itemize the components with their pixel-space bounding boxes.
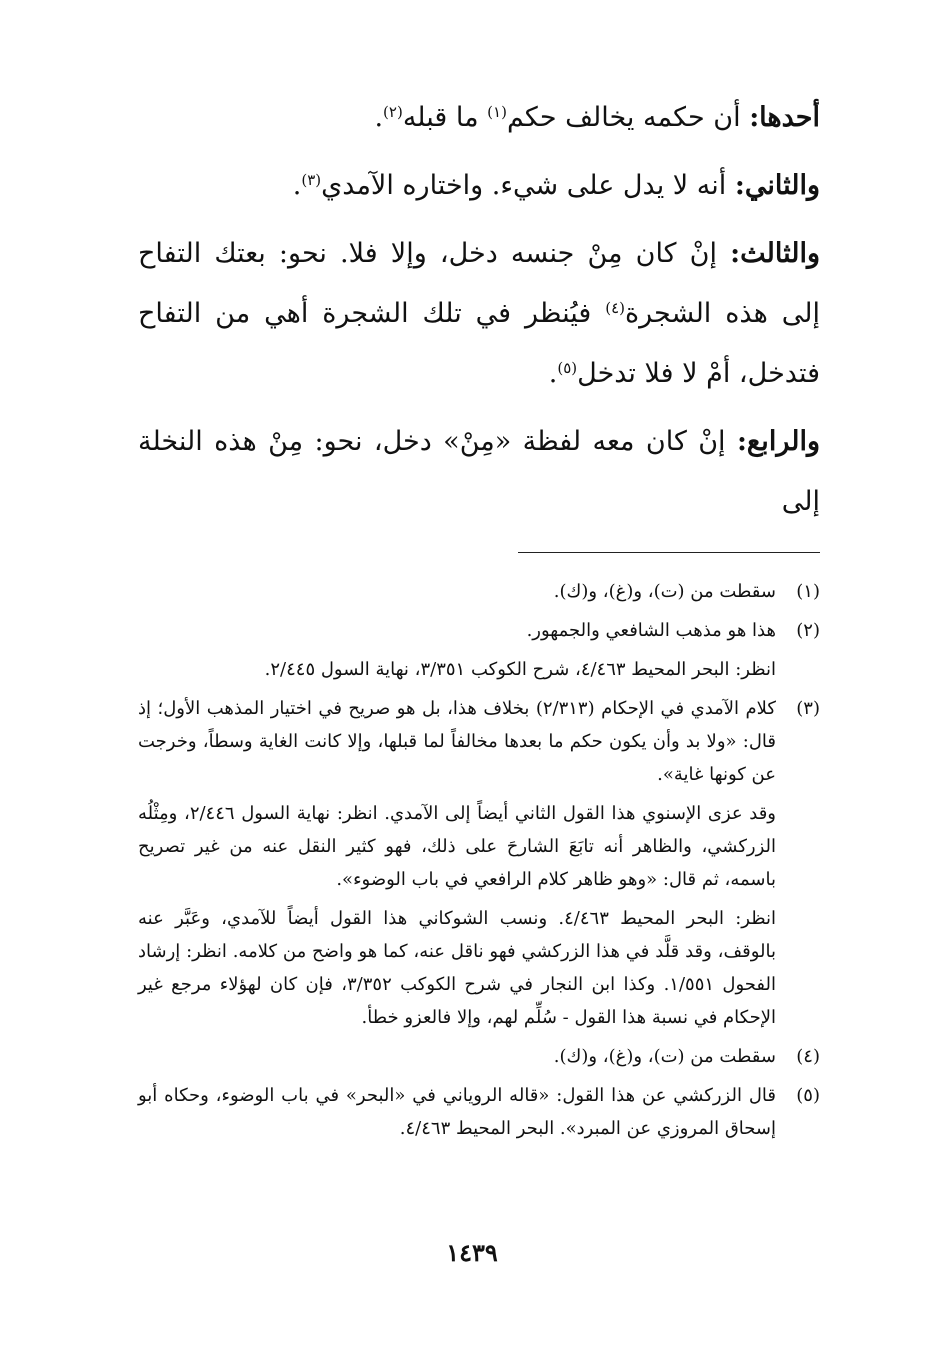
footnote [138, 692, 820, 791]
text-run: أنه لا يدل على شيء. واختاره الآمدي [321, 170, 735, 201]
footnote [138, 614, 820, 647]
footnote-continuation: انظر: البحر المحيط ٤/٤٦٣، شرح الكوكب ٣/٣٥١، نهاية السول ٢/٤٤٥. [264, 659, 776, 680]
footnote-text: سقطت من (ت)، و(غ)، و(ك). [553, 581, 776, 602]
text-run: . [374, 102, 384, 133]
paragraph [138, 156, 820, 216]
paragraph-lead: والرابع: [736, 426, 820, 457]
footnote-number: (٢) [796, 620, 820, 641]
footnote [138, 575, 820, 608]
footnote [138, 1040, 820, 1073]
text-run: إنْ كان مِنْ جنسه دخل، وإلا فلا. نحو: بعتك التفاح إلى هذه الشجرة [138, 238, 820, 329]
text-run: فيُنظر في تلك الشجرة أهي من التفاح فتدخل، أمْ لا فلا تدخل [138, 298, 820, 389]
footnote-text: كلام الآمدي في الإحكام (٢/٣١٣) بخلاف هذا، بل هو صريح في اختيار المذهب الأول؛ إذ قال: «ولا بد وأن يكون حكم ما بعدها مخالفاً لما قبلها، وإلا كانت الغاية وسطاً، وخرجت عن كونها غاية». [138, 698, 776, 785]
text-run: . [548, 358, 558, 389]
footnote-text: هذا هو مذهب الشافعي والجمهور. [526, 620, 776, 641]
footnote-ref[interactable]: (٥) [557, 359, 578, 377]
footnote-ref[interactable]: (٤) [605, 299, 626, 317]
footnote [138, 1079, 820, 1145]
footnote-text: قال الزركشي عن هذا القول: «قاله الروياني في «البحر» في باب الوضوء، وحكاه أبو إسحاق المروزي عن المبرد». البحر المحيط ٤/٤٦٣. [138, 1085, 776, 1139]
text-run: إنْ كان معه لفظة «مِنْ» دخل، نحو: مِنْ هذه النخلة إلى [138, 426, 820, 517]
footnote-ref[interactable]: (١) [487, 103, 507, 121]
footnote-number: (٤) [796, 1046, 820, 1067]
footnote-ref[interactable]: (٣) [301, 171, 322, 189]
page-number: ١٤٣٩ [446, 1238, 498, 1267]
page [138, 88, 820, 1151]
footnote-continuation: وقد عزى الإسنوي هذا القول الثاني أيضاً إلى الآمدي. انظر: نهاية السول ٢/٤٤٦، ومِثْلُه الزركشي، والظاهر أنه تابَعَ الشارحَ على ذلك، فهو كثير النقل عنه من غير تصريح باسمه، ثم قال: «وهو ظاهر كلام الرافعي في باب الوضوء». [138, 803, 776, 890]
text-run: . [292, 170, 302, 201]
paragraph-lead: أحدها: [749, 102, 820, 133]
main-text [138, 88, 820, 532]
text-run: أن حكمه يخالف حكم [506, 102, 750, 133]
footnote-continuation: انظر: البحر المحيط ٤/٤٦٣. ونسب الشوكاني هذا القول أيضاً للآمدي، وعَبَّر عنه بالوقف، وقد قلَّد في هذا الزركشي فهو ناقل عنه، كما هو واضح من كلامه. انظر: إرشاد الفحول ١/٥٥١. وكذا ابن النجار في شرح الكوكب ٣/٣٥٢، فإن كان لهؤلاء مرجع غير الإحكام في نسبة هذا القول - سُلِّم لهم، وإلا فالعزو خطأ. [138, 908, 776, 1028]
paragraph-lead: والثالث: [730, 238, 820, 269]
paragraph-lead: والثاني: [734, 170, 820, 201]
paragraph [138, 412, 820, 532]
footnote-number: (٣) [796, 698, 820, 719]
footnote-number: (١) [796, 581, 820, 602]
footnote-text: سقطت من (ت)، و(غ)، و(ك). [553, 1046, 776, 1067]
footnote-number: (٥) [796, 1085, 820, 1106]
paragraph [138, 224, 820, 404]
paragraph [138, 88, 820, 148]
footnote-ref[interactable]: (٢) [383, 103, 403, 121]
footnotes [138, 575, 820, 1145]
footnote-separator [518, 552, 820, 553]
text-run: ما قبله [402, 102, 488, 133]
